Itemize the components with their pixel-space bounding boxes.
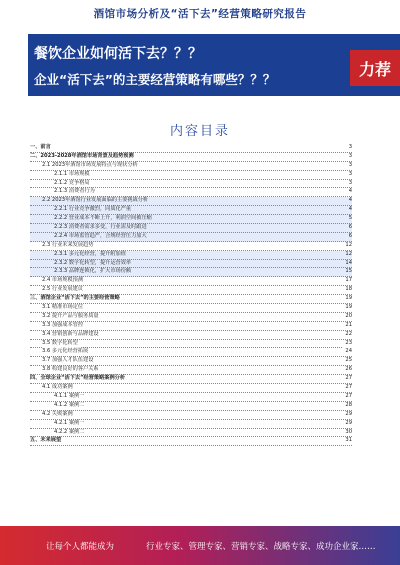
toc-entry[interactable] [30,429,352,438]
promo-banner [28,34,400,96]
toc-entry-text: 4.1.1 案例一 [54,392,85,399]
toc-entry-page: 4 [348,197,352,204]
toc-entry-page: 29 [345,419,352,426]
toc-entry-text: 二、2023-2028年酒馆市场背景及趋势预测 [30,152,134,159]
toc-entry[interactable] [30,331,352,340]
toc-entry[interactable] [30,304,352,313]
footer-roles: 行业专家、管理专家、营销专家、战略专家、成功企业家…… [146,542,376,552]
toc-entry[interactable] [30,277,352,286]
toc-entry[interactable] [30,375,352,384]
toc-entry-page: 4 [348,188,352,195]
toc-entry-text: 4.1.2 案例二 [54,401,85,408]
banner-subheadline: 企业“活下去”的主要经营策略有哪些？？？ [34,72,276,87]
toc-entry[interactable] [30,224,352,233]
toc-entry-text: 3.4 营销创新与品牌建设 [42,330,99,337]
toc-entry[interactable] [30,153,352,162]
toc-entry[interactable] [30,357,352,366]
toc-entry[interactable] [30,402,352,411]
toc-entry[interactable] [30,233,352,242]
toc-entry[interactable] [30,251,352,260]
toc-entry-page: 3 [348,161,352,168]
toc-entry-text: 3.1 精准市场定位 [42,304,84,311]
table-of-contents [30,144,352,446]
toc-entry[interactable] [30,206,352,215]
toc-entry[interactable] [30,188,352,197]
toc-entry-page: 3 [348,152,352,159]
toc-entry-text: 3.8 构建良好的客户关系 [42,366,99,373]
toc-entry-page: 19 [345,304,352,311]
toc-entry-text: 2.1.3 消费者行为 [54,188,95,195]
toc-entry-text: 4.2 失败案例 [42,410,73,417]
toc-entry-text: 2.5 行业发展建议 [42,286,84,293]
toc-title: 内容目录 [169,124,230,139]
toc-entry-text: 2.1.1 市场规模 [54,170,90,177]
toc-entry-page: 19 [345,295,352,302]
toc-entry-text: 4.1 成功案例 [42,384,73,391]
toc-entry-page: 28 [345,401,352,408]
toc-entry-page: 20 [345,312,352,319]
toc-entry-page: 6 [348,224,352,231]
toc-entry-page: 5 [348,215,352,222]
report-header-title: 酒馆市场分析及“活下去”经营策略研究报告 [93,8,307,20]
toc-entry-text: 2.2.1 行业竞争激烈，同质化严重 [54,206,132,213]
toc-entry-page: 12 [345,241,352,248]
toc-entry[interactable] [30,171,352,180]
toc-entry[interactable] [30,144,352,153]
toc-entry-page: 3 [348,144,352,150]
banner-headline: 餐饮企业如何活下去？？？ [34,46,202,62]
toc-entry[interactable] [30,313,352,322]
toc-entry-page: 27 [345,392,352,399]
toc-entry[interactable] [30,384,352,393]
toc-entry-page: 27 [345,375,352,382]
toc-entry-text: 2.2.4 市场监管趋严，合规经营压力加大 [54,232,147,239]
toc-entry[interactable] [30,295,352,304]
toc-entry-text: 2.4 市场规模预测 [42,277,84,284]
toc-entry-page: 6 [348,232,352,239]
toc-entry[interactable] [30,242,352,251]
toc-entry-text: 2.3.2 数字化转型，提升运营效率 [54,259,132,266]
toc-entry-page: 12 [345,250,352,257]
toc-entry-text: 2.1.2 竞争格局 [54,179,90,186]
toc-entry-page: 22 [345,330,352,337]
toc-entry[interactable] [30,162,352,171]
toc-entry-page: 18 [345,286,352,293]
toc-entry[interactable] [30,393,352,402]
footer-banner [0,526,400,565]
toc-entry-page: 23 [345,339,352,346]
toc-entry-page: 24 [345,348,352,355]
toc-entry[interactable] [30,420,352,429]
toc-entry-text: 3.7 加强人才队伍建设 [42,357,94,364]
toc-entry-text: 一、前言 [30,144,51,150]
toc-entry-page: 29 [345,410,352,417]
toc-entry-text: 2.2.3 消费者需求多变，行业需及时跟进 [54,224,147,231]
toc-entry[interactable] [30,411,352,420]
toc-entry-page: 4 [348,206,352,213]
toc-entry[interactable] [30,322,352,331]
toc-entry-page: 17 [345,277,352,284]
footer-slogan: 让每个人都能成为 [46,542,115,552]
toc-entry-text: 4.2.2 案例二 [54,428,85,435]
toc-entry-page: 30 [345,428,352,435]
toc-entry-page: 25 [345,357,352,364]
toc-entry-page: 15 [345,268,352,275]
toc-entry-page: 3 [348,170,352,177]
toc-entry-text: 2.3.3 品牌连锁化，扩大市场份额 [54,268,132,275]
toc-entry-page: 26 [345,366,352,373]
toc-entry-text: 3.3 加强成本管控 [42,321,84,328]
toc-entry-text: 2.3 行业未来发展趋势 [42,241,94,248]
toc-entry-page: 31 [345,437,352,444]
toc-entry-text: 四、全球企业“活下去”经营策略案例分析 [30,375,126,382]
toc-entry-text: 2.3.1 多元化经营，提升附加值 [54,250,126,257]
toc-entry-text: 五、未来展望 [30,437,62,444]
recommend-badge: 力荐 [350,50,400,86]
toc-entry[interactable] [30,197,352,206]
toc-entry-text: 2.2.2 营业成本不断上升，利润空间被压缩 [54,215,152,222]
toc-entry-page: 3 [348,179,352,186]
toc-entry-page: 14 [345,259,352,266]
toc-entry-text: 4.2.1 案例一 [54,419,85,426]
toc-entry-text: 3.5 数字化转型 [42,339,78,346]
toc-entry-page: 21 [345,321,352,328]
toc-entry-text: 3.2 提升产品与服务质量 [42,312,99,319]
toc-entry[interactable] [30,366,352,375]
toc-entry-page: 27 [345,384,352,391]
toc-entry-text: 2.2 2023年酒馆行业发展面临的主要挑战分析 [42,197,149,204]
toc-entry[interactable] [30,215,352,224]
toc-entry[interactable] [30,286,352,295]
toc-entry-text: 2.1 2023年酒馆市场发展特点与现状分析 [42,161,138,168]
toc-entry-text: 3.6 多元化经营拓展 [42,348,89,355]
toc-entry-text: 三、酒馆企业“活下去”的主要经营策略 [30,295,120,302]
toc-entry[interactable] [30,437,352,446]
